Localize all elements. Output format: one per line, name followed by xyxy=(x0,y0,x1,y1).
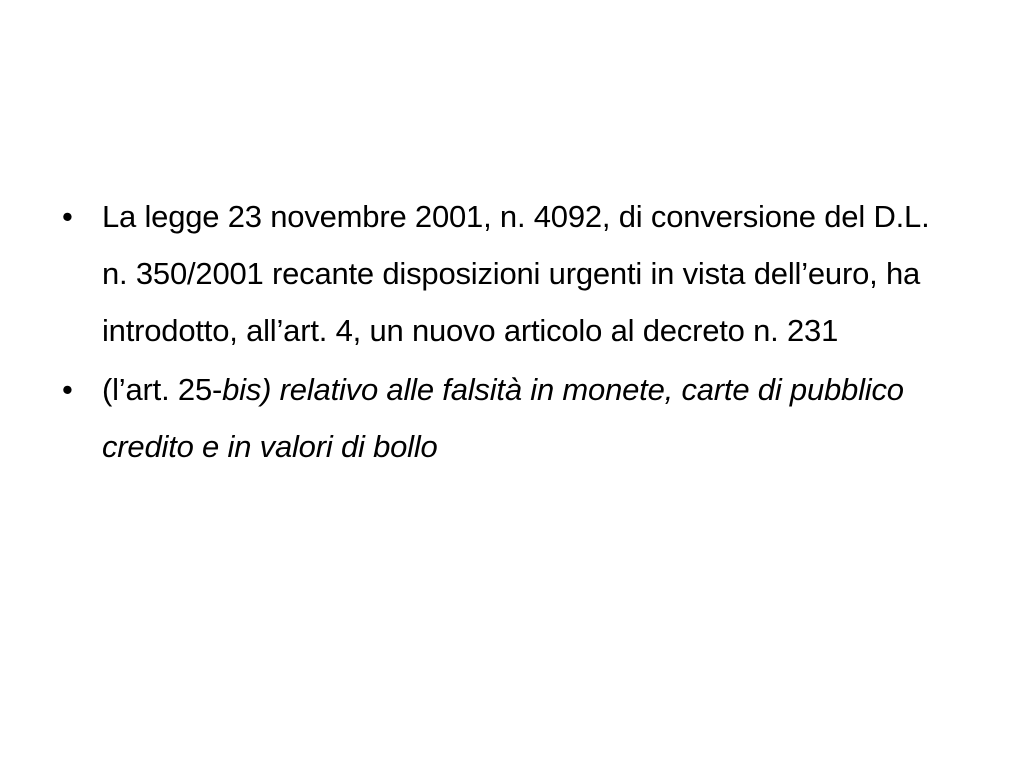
bullet-icon: • xyxy=(62,372,73,407)
bullet-item-1 xyxy=(56,188,956,359)
bullet-text-2-italic: bis) relativo alle falsità in monete, carte di pubblico credito e in valori di bollo xyxy=(102,372,904,464)
bullet-text-1: La legge 23 novembre 2001, n. 4092, di conversione del D.L. n. 350/2001 recante disposizioni urgenti in vista dell’euro, ha introdotto, all’art. 4, un nuovo articolo al decreto n. 231 xyxy=(102,199,930,348)
bullet-list xyxy=(56,188,956,475)
bullet-icon: • xyxy=(62,199,73,234)
bullet-text-2-prefix: (l’art. 25- xyxy=(102,372,223,407)
slide-content xyxy=(56,188,956,477)
bullet-item-2 xyxy=(56,361,956,475)
